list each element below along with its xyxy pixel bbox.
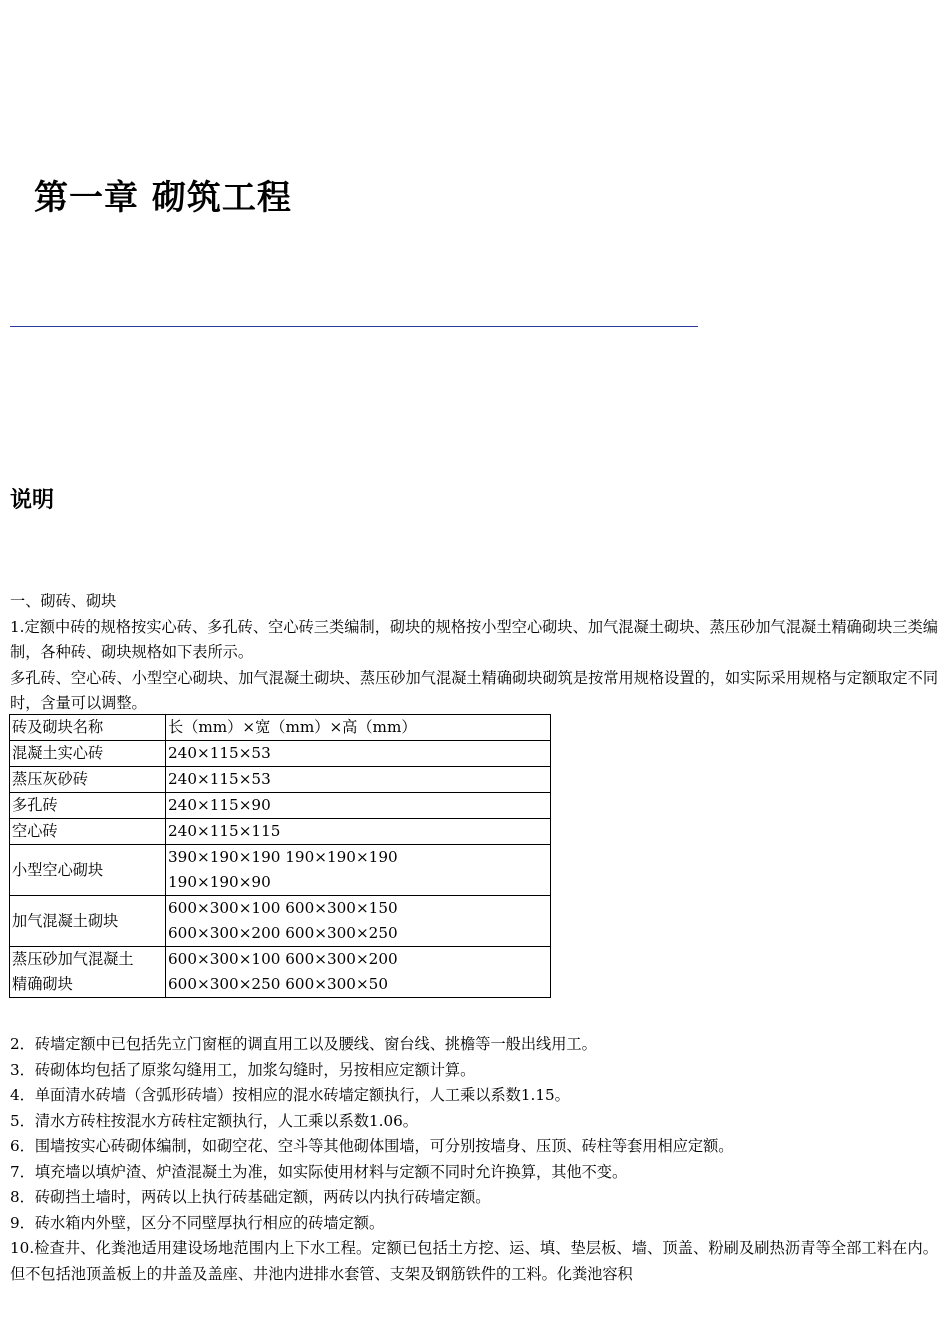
note-item: 9．砖水箱内外壁，区分不同壁厚执行相应的砖墙定额。	[10, 1213, 385, 1232]
brick-name-cell	[10, 896, 166, 947]
brick-dims-cell	[166, 845, 551, 896]
brick-name-line: 空心砖	[12, 822, 58, 840]
brick-name-cell	[10, 845, 166, 896]
brick-dims-cell	[166, 741, 551, 767]
table-row	[10, 767, 551, 793]
header-name-cell: 砖及砌块名称	[10, 715, 166, 741]
header-dims-cell: 长（mm）×宽（mm）×高（mm）	[166, 715, 551, 741]
intro-block	[10, 589, 938, 717]
divider-line	[10, 326, 698, 327]
chapter-title: 第一章 砌筑工程	[34, 178, 292, 218]
brick-dims-line: 600×300×250 600×300×50	[168, 975, 388, 993]
brick-dims-cell	[166, 947, 551, 998]
brick-dims-cell	[166, 896, 551, 947]
note-item: 6．围墙按实心砖砌体编制，如砌空花、空斗等其他砌体围墙，可分别按墙身、压顶、砖柱等套用相应定额。	[10, 1137, 734, 1155]
table-row	[10, 741, 551, 767]
brick-name-cell	[10, 793, 166, 819]
brick-dims-line: 240×115×53	[168, 770, 271, 788]
note-item: 2．砖墙定额中已包括先立门窗框的调直用工以及腰线、窗台线、挑檐等一般出线用工。	[10, 1035, 597, 1053]
brick-name-line: 蒸压灰砂砖	[12, 770, 88, 788]
table-header-row	[10, 715, 551, 741]
brick-name-line: 蒸压砂加气混凝土	[12, 950, 134, 968]
brick-name-cell	[10, 947, 166, 998]
brick-dims-line: 600×300×100 600×300×200	[168, 950, 398, 968]
brick-dims-line: 240×115×90	[168, 796, 271, 814]
note-item: 8．砖砌挡土墙时，两砖以上执行砖基础定额，两砖以内执行砖墙定额。	[10, 1188, 491, 1206]
note-item: 10.检查井、化粪池适用建设场地范围内上下水工程。定额已包括土方挖、运、填、垫层板、墙、顶盖、粉刷及刷热沥青等全部工料在内。但不包括池顶盖板上的井盖及盖座、井池内进排水套管、支架及钢筋铁件的工料。化粪池容积	[10, 1239, 938, 1283]
brick-name-line: 混凝土实心砖	[12, 744, 104, 762]
note-item: 7．填充墙以填炉渣、炉渣混凝土为准，如实际使用材料与定额不同时允许换算，其他不变。	[10, 1162, 628, 1181]
note-item: 3．砖砌体均包括了原浆勾缝用工，加浆勾缝时，另按相应定额计算。	[10, 1060, 476, 1079]
intro-paragraph-2: 多孔砖、空心砖、小型空心砌块、加气混凝土砌块、蒸压砂加气混凝土精确砌块砌筑是按常用规格设置的，如实际采用规格与定额取定不同时，含量可以调整。	[10, 668, 938, 712]
brick-name-cell	[10, 819, 166, 845]
brick-dims-cell	[166, 767, 551, 793]
intro-paragraph-1: 1.定额中砖的规格按实心砖、多孔砖、空心砖三类编制，砌块的规格按小型空心砌块、加气混凝土砌块、蒸压砂加气混凝土精确砌块三类编制，各种砖、砌块规格如下表所示。	[10, 617, 938, 661]
brick-dims-line: 240×115×115	[168, 822, 281, 840]
table-row	[10, 896, 551, 947]
notes-block	[10, 1032, 938, 1287]
note-item: 5．清水方砖柱按混水方砖柱定额执行，人工乘以系数1.06。	[10, 1111, 418, 1130]
section-title: 说明	[10, 488, 55, 513]
table-row	[10, 819, 551, 845]
brick-dims-line: 190×190×90	[168, 873, 271, 891]
brick-name-line: 小型空心砌块	[12, 860, 104, 879]
intro-heading: 一、砌砖、砌块	[10, 592, 117, 610]
note-item: 4．单面清水砖墙（含弧形砖墙）按相应的混水砖墙定额执行，人工乘以系数1.15。	[10, 1086, 570, 1104]
brick-spec-table	[9, 714, 551, 998]
brick-name-line: 精确砌块	[12, 975, 73, 993]
brick-dims-cell	[166, 793, 551, 819]
brick-dims-line: 600×300×100 600×300×150	[168, 899, 398, 917]
brick-name-cell	[10, 741, 166, 767]
table-row	[10, 845, 551, 896]
brick-dims-line: 240×115×53	[168, 744, 271, 762]
brick-name-line: 多孔砖	[12, 796, 58, 814]
brick-name-line: 加气混凝土砌块	[12, 911, 119, 930]
table-row	[10, 947, 551, 998]
table-row	[10, 793, 551, 819]
brick-dims-line: 600×300×200 600×300×250	[168, 924, 398, 942]
brick-dims-cell	[166, 819, 551, 845]
brick-dims-line: 390×190×190 190×190×190	[168, 848, 398, 866]
brick-name-cell	[10, 767, 166, 793]
